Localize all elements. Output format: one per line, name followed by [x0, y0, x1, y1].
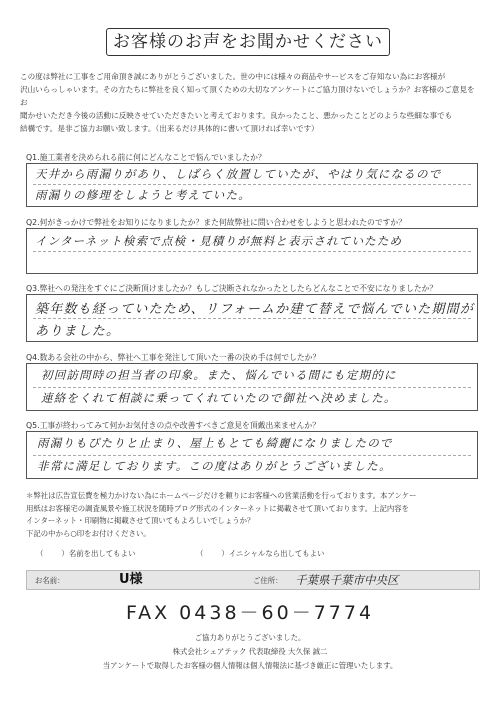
notice-line: 下記の中から○印をお付けください。	[26, 528, 151, 538]
customer-name: U様	[119, 572, 143, 587]
intro-text	[20, 70, 482, 135]
question-1-label: Q1.施工業者を決められる前に何にどんなことで悩んでいましたか？	[26, 153, 266, 162]
address-label: ご住所：	[253, 576, 283, 585]
option-bracket: ）	[221, 549, 229, 558]
option-full-name[interactable]	[36, 548, 135, 559]
question-3-label: Q3.弊社への発注をすぐにご決断頂けましたか？もしご決断されなかったとしたらどんなことで不安になりましたか？	[26, 284, 438, 293]
company-name: 株式会社シェアテック 代表取締役 大久保 誠二	[172, 647, 328, 656]
answer-1-line-2: 雨漏りの修理をしようと考えていた。	[35, 188, 251, 202]
name-address-bar	[26, 570, 480, 590]
answer-5-box	[26, 431, 478, 479]
intro-line: 結構です。是非ご協力お願い致します。（出来るだけ具体的に書いて頂ければ幸いです）	[20, 124, 319, 133]
thanks-text: ご協力ありがとうございました。	[194, 633, 306, 642]
privacy-note: 当アンケートで取得したお客様の個人情報は個人情報法に基づき厳正に管理いたします。	[102, 661, 398, 670]
option-bracket: （	[196, 549, 204, 558]
answer-5-line-2: 非常に満足しております。この度はありがとうございました。	[37, 459, 392, 473]
answer-1-line-1: 天井から雨漏りがあり、しばらく放置していたが、やはり気になるので	[35, 167, 442, 181]
answer-2-line-1: インターネット検索で点検・見積りが無料と表示されていたため	[35, 234, 403, 248]
answer-3-line-1: 築年数も経っていたため、リフォームか建て替えで悩んでいた期間が	[35, 302, 475, 317]
answer-4-line-2: 連絡をくれて相談に乗ってくれていたので御社へ決めました。	[41, 391, 397, 405]
answer-3-box	[26, 294, 478, 342]
question-4-label: Q4.数ある会社の中から、弊社へ工事を発注して頂いた一番の決め手は何でしたか？	[26, 353, 321, 362]
fax-number: FAX 0438－60－7774	[125, 602, 375, 624]
customer-address: 千葉県千葉市中央区	[295, 573, 399, 587]
publication-notice	[26, 490, 478, 540]
option-bracket: ）	[61, 549, 69, 558]
answer-5-line-1: 雨漏りもぴたりと止まり、屋上もとても綺麗になりましたので	[37, 436, 393, 450]
option-bracket: （	[36, 549, 44, 558]
name-label: お名前：	[35, 576, 65, 585]
answer-2-box	[26, 228, 478, 274]
intro-line: 聞かせいただき今後の活動に反映させていただきたいと考えております。良かったこと、悪かったことどのような些細な事でも	[20, 111, 453, 120]
answer-1-box	[26, 163, 478, 207]
notice-line: 用紙はお客様宅の調査風景や施工状況を随時ブログ形式のインターネットに掲載させて頂いております。上記内容を	[26, 503, 410, 513]
option-label: 名前を出してもよい	[68, 549, 136, 558]
question-2-label: Q2.何がきっかけで弊社をお知りになりましたか？また何故弊社に問い合わせをしようと思われたのですか？	[26, 218, 407, 227]
option-label: イニシャルなら出してもよい	[228, 549, 325, 558]
question-5-label: Q5.工事が終わってみて何かお気付きの点や改善すべきご意見を頂戴出来ませんか？	[26, 421, 321, 430]
intro-line: この度は弊社に工事をご用命頂き誠にありがとうございました。世の中には様々の商品やサービスをご存知ない為にお客様が	[20, 72, 446, 81]
answer-3-line-2: ありました。	[35, 324, 121, 339]
page-title: お客様のお声をお聞かせください	[106, 28, 390, 56]
option-initials[interactable]	[196, 548, 324, 559]
answer-4-line-1: 初回訪問時の担当者の印象。また、悩んでいる間にも定期的に	[41, 368, 397, 382]
intro-line: 沢山いらっしゃいます。その方たちに弊社を良く知って頂くための大切なアンケートにご協力頂けないでしょうか？お客様のご意見をお	[20, 85, 475, 107]
notice-line: ＊弊社は広告宣伝費を極力かけない為にホームページだけを頼りにお客様への営業活動を行っております。本アンケー	[26, 491, 417, 500]
notice-line: インターネット・印刷物に掲載させて頂いてもよろしいでしょうか？	[26, 516, 255, 525]
answer-4-box	[26, 363, 478, 411]
